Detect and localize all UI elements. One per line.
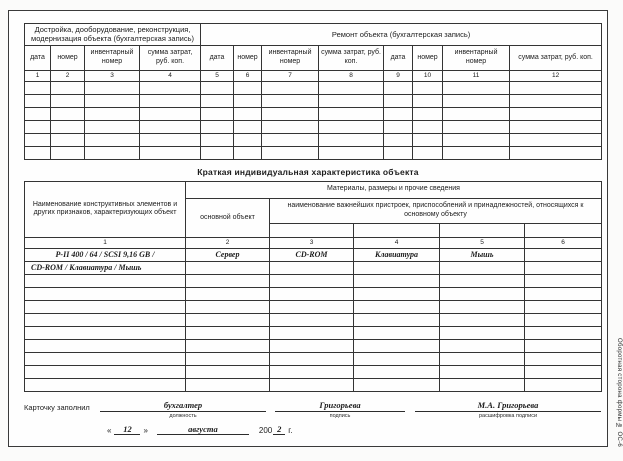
table2-data-row — [25, 248, 602, 261]
section-title: Краткая индивидуальная характеристика объекта — [197, 166, 419, 177]
date-year-digit: 2 — [273, 425, 285, 435]
empty-cell — [25, 107, 51, 120]
empty-cell — [413, 146, 443, 159]
empty-cell — [354, 274, 440, 287]
empty-cell — [85, 146, 140, 159]
empty-cell — [510, 120, 602, 133]
empty-cell — [270, 365, 354, 378]
empty-cell — [25, 352, 186, 365]
empty-cell — [440, 274, 525, 287]
empty-cell — [440, 313, 525, 326]
empty-cell — [201, 107, 234, 120]
group-header-repair: Ремонт объекта (бухгалтерская запись) — [201, 24, 602, 46]
col1-header: Наименование конструктивных элементов и других признаков, характеризующих объект — [25, 181, 186, 237]
table2-column-number: 5 — [440, 237, 525, 248]
empty-cell — [440, 365, 525, 378]
empty-cell — [186, 352, 270, 365]
empty-cell — [186, 300, 270, 313]
empty-cell — [525, 300, 602, 313]
empty-cell — [440, 339, 525, 352]
empty-cell — [525, 352, 602, 365]
empty-cell — [201, 81, 234, 94]
empty-cell — [525, 248, 602, 261]
empty-cell — [354, 287, 440, 300]
signature-decoded-caption: расшифровка подписи — [478, 413, 538, 420]
table1-column-header: дата — [384, 45, 413, 70]
empty-cell — [25, 81, 51, 94]
empty-cell — [234, 146, 262, 159]
table1-column-number: 5 — [201, 70, 234, 81]
empty-cell — [354, 326, 440, 339]
empty-cell — [270, 339, 354, 352]
table1-column-number: 12 — [510, 70, 602, 81]
table2-column-number: 2 — [186, 237, 270, 248]
table1-column-header: номер — [234, 45, 262, 70]
empty-cell — [186, 274, 270, 287]
empty-cell — [270, 274, 354, 287]
modernization-repair-table — [24, 23, 602, 160]
table1-column-number: 4 — [140, 70, 201, 81]
form-side-note: Оборотная сторона формы № ОС-6 — [616, 337, 622, 447]
empty-cell — [413, 94, 443, 107]
table2-value-cell: Клавиатура — [354, 248, 440, 261]
empty-cell — [510, 81, 602, 94]
table2-empty-row — [25, 274, 602, 287]
empty-cell — [25, 339, 186, 352]
empty-cell — [354, 313, 440, 326]
date-month: августа — [157, 425, 249, 435]
empty-cell — [510, 133, 602, 146]
table1-column-header: инвентарный номер — [85, 45, 140, 70]
empty-cell — [201, 133, 234, 146]
table2-column-number: 6 — [525, 237, 602, 248]
empty-cell — [186, 261, 270, 274]
empty-cell — [384, 94, 413, 107]
empty-cell — [440, 326, 525, 339]
empty-cell — [270, 352, 354, 365]
empty-cell — [262, 81, 319, 94]
signature-caption: подпись — [329, 413, 351, 420]
table1-column-number: 7 — [262, 70, 319, 81]
table1-column-header-row — [25, 45, 602, 70]
table1-empty-row — [25, 107, 602, 120]
empty-cell — [140, 120, 201, 133]
close-quote: » — [143, 426, 148, 436]
table1-column-header: сумма затрат, руб. коп. — [319, 45, 384, 70]
empty-cell — [234, 107, 262, 120]
empty-cell — [525, 339, 602, 352]
empty-cell — [413, 120, 443, 133]
empty-cell — [270, 313, 354, 326]
group-header-modernization: Достройка, дооборудование, реконструкция, модернизация объекта (бухгалтерская запись) — [25, 24, 201, 46]
table1-column-number: 8 — [319, 70, 384, 81]
table1-column-header: дата — [201, 45, 234, 70]
empty-cell — [51, 120, 85, 133]
empty-cell — [413, 107, 443, 120]
empty-cell — [443, 133, 510, 146]
table1-column-number: 9 — [384, 70, 413, 81]
empty-cell — [440, 378, 525, 391]
empty-cell — [413, 133, 443, 146]
empty-cell — [413, 81, 443, 94]
empty-cell — [262, 133, 319, 146]
signature-value: Григорьева — [275, 401, 405, 412]
empty-cell — [510, 146, 602, 159]
table2-column-number-row — [25, 237, 602, 248]
position-caption: должность — [169, 413, 197, 420]
empty-cell — [234, 133, 262, 146]
empty-cell — [354, 261, 440, 274]
characteristics-table — [24, 181, 602, 392]
table2-column-number: 4 — [354, 237, 440, 248]
main-object-header: основной объект — [186, 198, 270, 237]
accessories-subcell — [440, 223, 525, 237]
empty-cell — [262, 146, 319, 159]
materials-header: Материалы, размеры и прочие сведения — [186, 181, 602, 198]
accessories-subcell — [270, 223, 354, 237]
empty-cell — [186, 326, 270, 339]
empty-cell — [201, 94, 234, 107]
table1-column-header: сумма затрат, руб. коп. — [510, 45, 602, 70]
empty-cell — [319, 81, 384, 94]
table1-empty-row — [25, 94, 602, 107]
accessories-subcell — [354, 223, 440, 237]
empty-cell — [443, 81, 510, 94]
table1-column-header: инвентарный номер — [443, 45, 510, 70]
empty-cell — [319, 120, 384, 133]
empty-cell — [234, 81, 262, 94]
empty-cell — [186, 378, 270, 391]
empty-cell — [51, 107, 85, 120]
accessories-subcell — [525, 223, 602, 237]
empty-cell — [234, 94, 262, 107]
table2-empty-row — [25, 313, 602, 326]
empty-cell — [25, 287, 186, 300]
empty-cell — [525, 313, 602, 326]
table2-data-row — [25, 261, 602, 274]
table2-empty-row — [25, 287, 602, 300]
empty-cell — [384, 107, 413, 120]
empty-cell — [25, 133, 51, 146]
empty-cell — [262, 94, 319, 107]
table1-column-header: номер — [51, 45, 85, 70]
empty-cell — [25, 274, 186, 287]
empty-cell — [354, 352, 440, 365]
empty-cell — [186, 339, 270, 352]
empty-cell — [262, 120, 319, 133]
signature-block — [24, 401, 601, 436]
empty-cell — [25, 94, 51, 107]
empty-cell — [25, 326, 186, 339]
empty-cell — [384, 120, 413, 133]
empty-cell — [270, 261, 354, 274]
empty-cell — [354, 300, 440, 313]
empty-cell — [440, 287, 525, 300]
filled-by-label: Карточку заполнил — [24, 403, 90, 413]
empty-cell — [186, 313, 270, 326]
empty-cell — [270, 300, 354, 313]
empty-cell — [440, 261, 525, 274]
table2-empty-row — [25, 300, 602, 313]
accessories-header: наименование важнейших пристроек, приспособлений и принадлежностей, относящихся к основному объекту — [270, 198, 602, 223]
table1-column-number: 1 — [25, 70, 51, 81]
empty-cell — [262, 107, 319, 120]
empty-cell — [270, 326, 354, 339]
empty-cell — [25, 300, 186, 313]
table1-empty-row — [25, 81, 602, 94]
signature-decoded-value: М.А. Григорьева — [415, 401, 601, 412]
empty-cell — [354, 339, 440, 352]
table1-empty-row — [25, 133, 602, 146]
table1-column-number: 3 — [85, 70, 140, 81]
empty-cell — [85, 94, 140, 107]
table1-column-number-row — [25, 70, 602, 81]
empty-cell — [384, 81, 413, 94]
empty-cell — [186, 287, 270, 300]
date-year-suffix: г. — [288, 426, 293, 436]
table2-value-cell: Мышь — [440, 248, 525, 261]
empty-cell — [51, 94, 85, 107]
table1-column-header: инвентарный номер — [262, 45, 319, 70]
table2-empty-row — [25, 378, 602, 391]
empty-cell — [354, 378, 440, 391]
table1-column-header: сумма затрат, руб. коп. — [140, 45, 201, 70]
empty-cell — [384, 133, 413, 146]
position-value: бухгалтер — [100, 401, 266, 412]
empty-cell — [270, 287, 354, 300]
table2-value-cell: Сервер — [186, 248, 270, 261]
table1-column-header: дата — [25, 45, 51, 70]
date-line — [104, 425, 601, 435]
table2-value-cell: CD-ROM / Клавиатура / Мышь — [25, 261, 186, 274]
empty-cell — [525, 365, 602, 378]
date-century: 200 — [258, 426, 273, 436]
empty-cell — [25, 120, 51, 133]
empty-cell — [140, 94, 201, 107]
empty-cell — [384, 146, 413, 159]
empty-cell — [140, 133, 201, 146]
empty-cell — [51, 133, 85, 146]
table1-column-number: 6 — [234, 70, 262, 81]
empty-cell — [25, 146, 51, 159]
table2-value-cell: CD-ROM — [270, 248, 354, 261]
table2-empty-row — [25, 339, 602, 352]
table1-column-number: 11 — [443, 70, 510, 81]
empty-cell — [140, 107, 201, 120]
empty-cell — [140, 146, 201, 159]
empty-cell — [51, 146, 85, 159]
form-frame — [8, 10, 608, 447]
table2-empty-row — [25, 326, 602, 339]
table1-column-number: 10 — [413, 70, 443, 81]
empty-cell — [186, 365, 270, 378]
table2-empty-row — [25, 352, 602, 365]
empty-cell — [319, 107, 384, 120]
empty-cell — [440, 352, 525, 365]
empty-cell — [319, 146, 384, 159]
table1-column-number: 2 — [51, 70, 85, 81]
signature-field — [275, 401, 405, 419]
empty-cell — [443, 94, 510, 107]
empty-cell — [25, 378, 186, 391]
table1-empty-row — [25, 146, 602, 159]
empty-cell — [85, 133, 140, 146]
empty-cell — [510, 94, 602, 107]
empty-cell — [51, 81, 85, 94]
empty-cell — [510, 107, 602, 120]
table2-value-cell: Р-II 400 / 64 / SCSI 9,16 GB / — [25, 248, 186, 261]
signature-decoded-field — [415, 401, 601, 419]
empty-cell — [319, 133, 384, 146]
empty-cell — [25, 365, 186, 378]
table2-empty-row — [25, 365, 602, 378]
empty-cell — [25, 313, 186, 326]
empty-cell — [85, 107, 140, 120]
empty-cell — [140, 81, 201, 94]
empty-cell — [525, 287, 602, 300]
position-field — [100, 401, 266, 419]
empty-cell — [525, 274, 602, 287]
empty-cell — [85, 120, 140, 133]
empty-cell — [354, 365, 440, 378]
date-day: 12 — [114, 425, 140, 435]
table2-column-number: 1 — [25, 237, 186, 248]
empty-cell — [440, 300, 525, 313]
empty-cell — [270, 378, 354, 391]
open-quote: « — [107, 426, 112, 436]
empty-cell — [201, 146, 234, 159]
empty-cell — [85, 81, 140, 94]
empty-cell — [525, 261, 602, 274]
empty-cell — [525, 326, 602, 339]
table2-body — [25, 248, 602, 391]
empty-cell — [443, 146, 510, 159]
empty-cell — [201, 120, 234, 133]
empty-cell — [525, 378, 602, 391]
table1-empty-row — [25, 120, 602, 133]
table1-column-header: номер — [413, 45, 443, 70]
empty-cell — [234, 120, 262, 133]
empty-cell — [443, 107, 510, 120]
empty-cell — [319, 94, 384, 107]
table2-column-number: 3 — [270, 237, 354, 248]
empty-cell — [443, 120, 510, 133]
table1-body — [25, 81, 602, 159]
